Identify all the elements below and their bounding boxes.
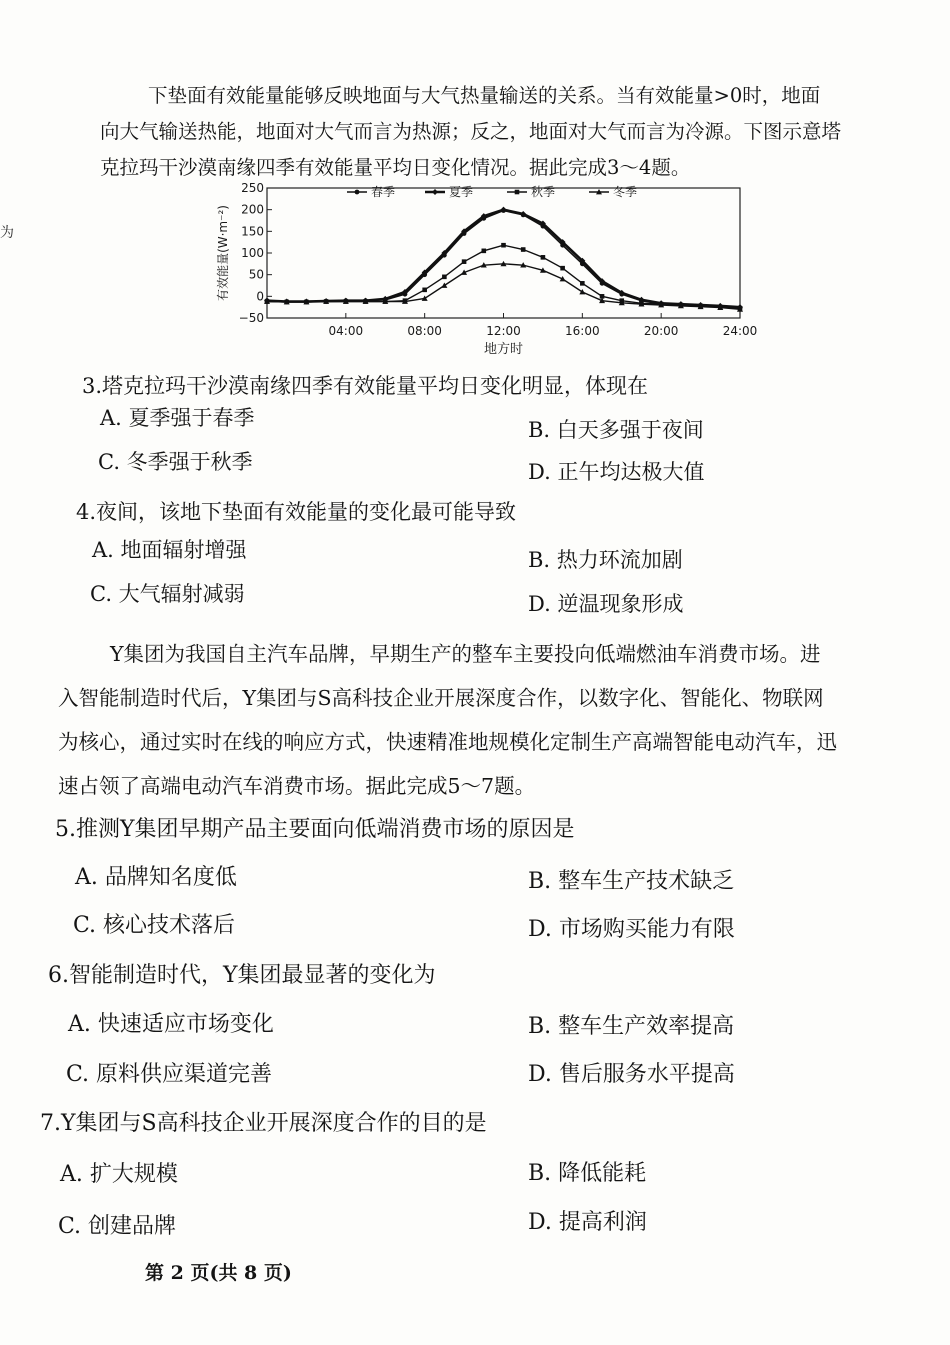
q4-option-d[interactable]: D. 逆温现象形成 xyxy=(528,592,684,616)
q5-stem: 5.推测Y集团早期产品主要面向低端消费市场的原因是 xyxy=(55,817,575,842)
intro2-line-2: 入智能制造时代后，Y集团与S高科技企业开展深度合作，以数字化、智能化、物联网 xyxy=(58,686,824,710)
q5-option-c[interactable]: C. 核心技术落后 xyxy=(73,913,236,938)
q7-stem: 7.Y集团与S高科技企业开展深度合作的目的是 xyxy=(40,1111,487,1136)
intro1-line-2: 向大气输送热能，地面对大气而言为热源；反之，地面对大气而言为冷源。下图示意塔 xyxy=(100,120,842,143)
data-point xyxy=(462,259,467,264)
x-tick-label: 12:00 xyxy=(486,324,521,338)
q3-stem: 3.塔克拉玛干沙漠南缘四季有效能量平均日变化明显，体现在 xyxy=(82,374,649,398)
y-tick-label: 0 xyxy=(256,289,264,304)
data-point xyxy=(541,255,546,260)
q6-stem: 6.智能制造时代，Y集团最显著的变化为 xyxy=(48,963,436,988)
q5-option-b[interactable]: B. 整车生产技术缺乏 xyxy=(528,869,735,894)
y-axis-label: 有效能量(W·m⁻²) xyxy=(216,205,230,301)
x-tick-label: 04:00 xyxy=(328,324,364,338)
q7-option-a[interactable]: A. 扩大规模 xyxy=(60,1162,178,1187)
y-tick-label: −50 xyxy=(238,311,264,325)
data-point xyxy=(521,247,526,252)
series-line-1 xyxy=(267,211,740,309)
data-point xyxy=(560,266,565,271)
intro2-line-1: Y集团为我国自主汽车品牌，早期生产的整车主要投向低端燃油车消费市场。进 xyxy=(110,642,821,666)
intro2-line-4: 速占领了高端电动汽车消费市场。据此完成5～7题。 xyxy=(58,774,536,798)
legend-label: 秋季 xyxy=(531,185,556,199)
q6-option-d[interactable]: D. 售后服务水平提高 xyxy=(528,1062,735,1087)
intro-paragraph-2 xyxy=(58,632,908,808)
legend-label: 夏季 xyxy=(449,185,474,199)
x-tick-label: 16:00 xyxy=(565,324,600,338)
y-tick-label: 100 xyxy=(241,246,264,260)
q6-option-b[interactable]: B. 整车生产效率提高 xyxy=(528,1014,735,1039)
q7-option-b[interactable]: B. 降低能耗 xyxy=(528,1161,647,1186)
intro1-line-3: 克拉玛干沙漠南缘四季有效能量平均日变化情况。据此完成3～4题。 xyxy=(100,156,691,179)
data-point xyxy=(481,249,486,254)
data-point xyxy=(501,243,506,248)
x-axis-label: 地方时 xyxy=(483,342,524,357)
data-point xyxy=(442,275,447,280)
intro-paragraph-1 xyxy=(100,78,880,186)
q3-option-c[interactable]: C. 冬季强于秋季 xyxy=(98,450,253,474)
q4-option-a[interactable]: A. 地面辐射增强 xyxy=(92,538,247,562)
edge-fragment: 为 xyxy=(0,225,14,241)
x-tick-label: 20:00 xyxy=(643,324,679,338)
y-tick-label: 50 xyxy=(248,267,264,282)
intro2-line-3: 为核心，通过实时在线的响应方式，快速精准地规模化定制生产高端智能电动汽车，迅 xyxy=(58,730,837,754)
legend-marker xyxy=(515,190,520,195)
data-point xyxy=(580,281,585,286)
q3-option-a[interactable]: A. 夏季强于春季 xyxy=(100,406,255,430)
legend-marker xyxy=(355,190,360,195)
legend-marker xyxy=(432,189,438,195)
q4-option-b[interactable]: B. 热力环流加剧 xyxy=(528,548,683,572)
q3-option-d[interactable]: D. 正午均达极大值 xyxy=(528,460,705,484)
q4-option-c[interactable]: C. 大气辐射减弱 xyxy=(90,582,245,606)
intro1-line-1: 下垫面有效能量能够反映地面与大气热量输送的关系。当有效能量>0时，地面 xyxy=(148,84,821,107)
x-tick-label: 24:00 xyxy=(722,324,758,338)
q3-option-b[interactable]: B. 白天多强于夜间 xyxy=(528,418,704,442)
x-tick-label: 08:00 xyxy=(407,324,442,338)
legend-label: 春季 xyxy=(371,185,396,199)
q6-option-c[interactable]: C. 原料供应渠道完善 xyxy=(66,1062,273,1087)
q5-option-d[interactable]: D. 市场购买能力有限 xyxy=(528,917,735,942)
q5-option-a[interactable]: A. 品牌知名度低 xyxy=(75,865,237,890)
q6-option-a[interactable]: A. 快速适应市场变化 xyxy=(68,1012,274,1037)
page-footer: 第 2 页(共 8 页) xyxy=(145,1262,292,1284)
q4-stem: 4.夜间，该地下垫面有效能量的变化最可能导致 xyxy=(76,500,517,524)
legend-label: 冬季 xyxy=(613,185,638,199)
y-tick-label: 250 xyxy=(241,181,264,195)
y-tick-label: 200 xyxy=(241,202,264,217)
data-point xyxy=(422,288,427,293)
q7-option-c[interactable]: C. 创建品牌 xyxy=(58,1214,177,1239)
effective-energy-chart xyxy=(205,178,765,363)
series-line-3 xyxy=(267,245,740,308)
q7-option-d[interactable]: D. 提高利润 xyxy=(528,1210,647,1235)
y-tick-label: 150 xyxy=(241,224,264,239)
series-line-2 xyxy=(267,210,740,308)
